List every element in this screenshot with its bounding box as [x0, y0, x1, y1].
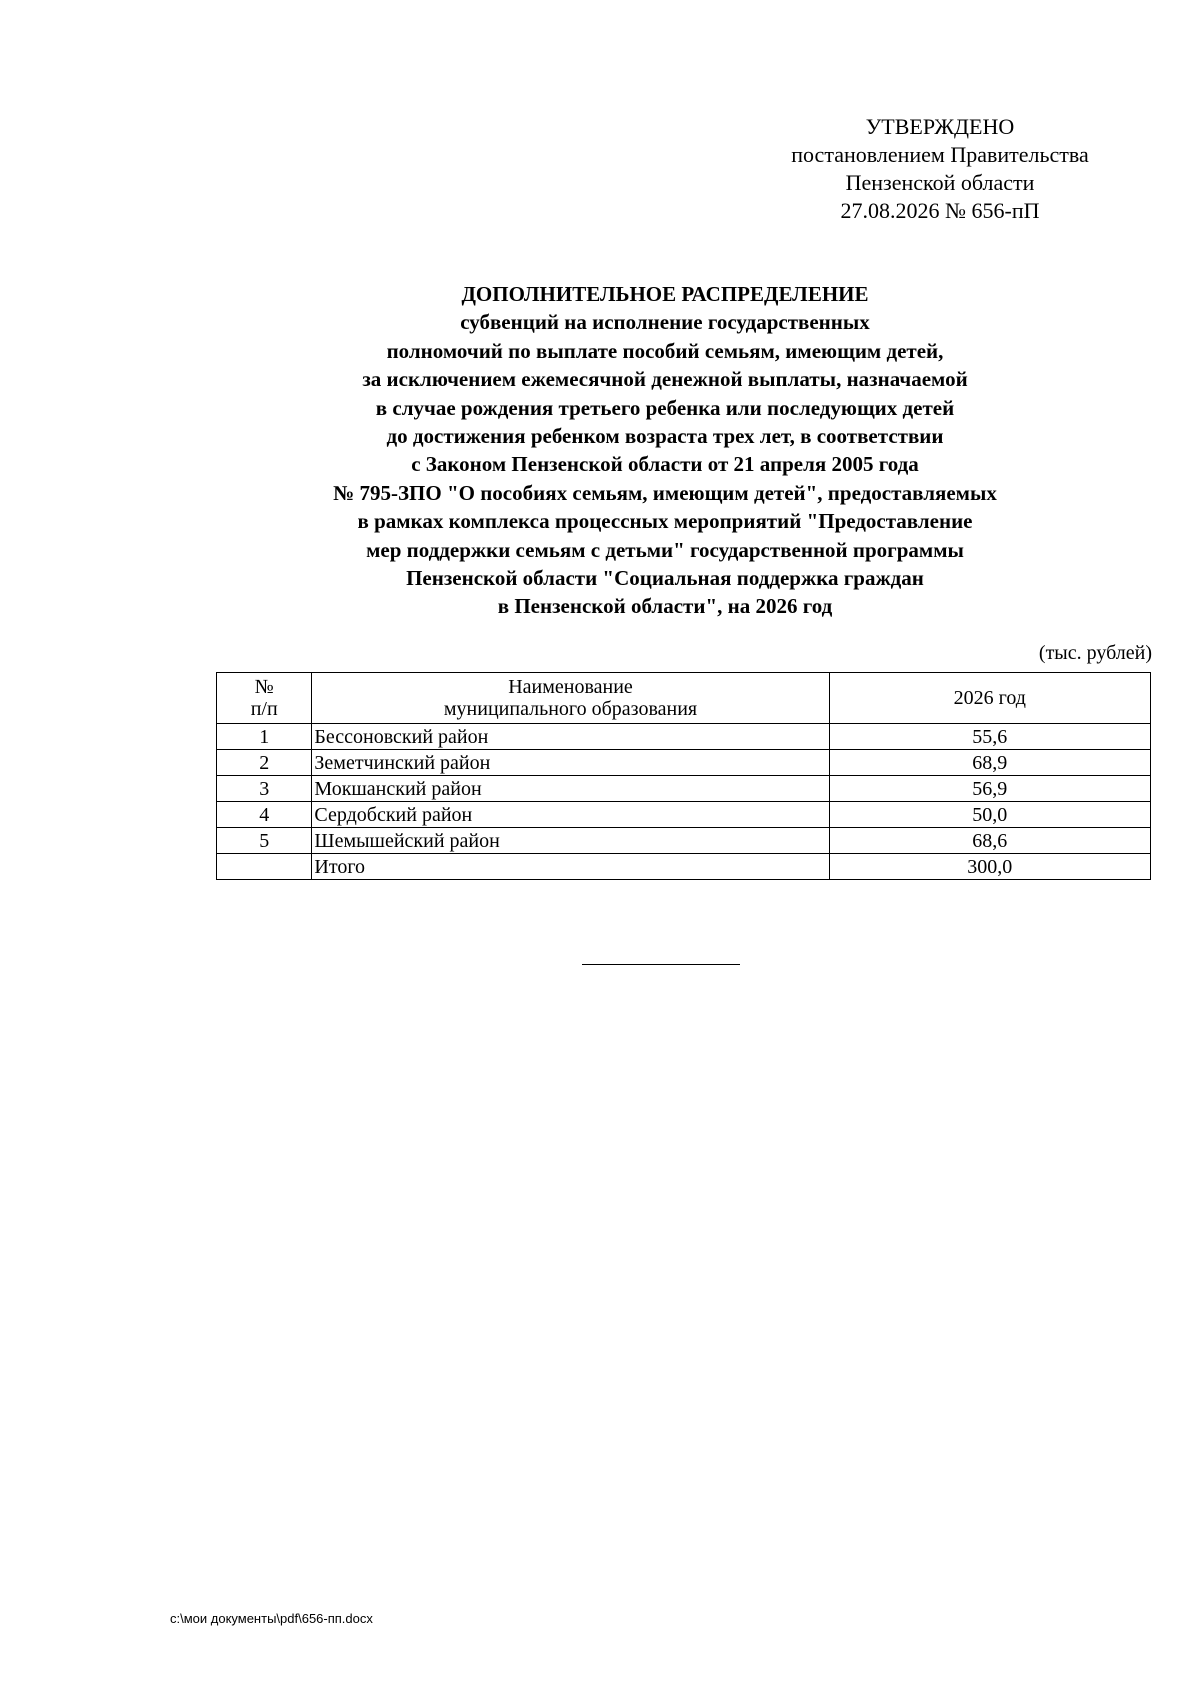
- row-name: Бессоновский район: [312, 724, 829, 750]
- file-path-footer: c:\мои документы\pdf\656-пп.docx: [170, 1611, 373, 1626]
- title-line: в Пензенской области", на 2026 год: [497, 594, 833, 619]
- total-value: 300,0: [829, 854, 1150, 880]
- row-number: 3: [217, 776, 312, 802]
- header-name: Наименование муниципального образования: [312, 673, 829, 724]
- title-line: с Законом Пензенской области от 21 апреля 2005 года: [411, 452, 919, 477]
- row-value: 68,6: [829, 828, 1150, 854]
- title-line: № 795-ЗПО "О пособиях семьям, имеющим детей", предоставляемых: [333, 480, 997, 505]
- approval-line: постановлением Правительства: [791, 142, 1089, 167]
- row-name: Сердобский район: [312, 802, 829, 828]
- row-name: Шемышейский район: [312, 828, 829, 854]
- title-line: полномочий по выплате пособий семьям, имеющим детей,: [386, 338, 944, 363]
- title-line: ДОПОЛНИТЕЛЬНОЕ РАСПРЕДЕЛЕНИЕ: [461, 282, 869, 306]
- row-value: 56,9: [829, 776, 1150, 802]
- approval-stamp: [740, 113, 1140, 225]
- table-total-row: [217, 854, 1151, 880]
- title-line: за исключением ежемесячной денежной выплаты, назначаемой: [362, 367, 968, 392]
- title-line: в рамках комплекса процессных мероприятий "Предоставление: [357, 509, 973, 534]
- row-name: Мокшанский район: [312, 776, 829, 802]
- title-line: субвенций на исполнение государственных: [460, 310, 870, 335]
- distribution-table: [216, 672, 1151, 880]
- table-row: [217, 724, 1151, 750]
- table-row: [217, 776, 1151, 802]
- approval-line: Пензенской области: [845, 170, 1035, 195]
- row-number: 5: [217, 828, 312, 854]
- row-number: 4: [217, 802, 312, 828]
- table-header-row: [217, 673, 1151, 724]
- row-value: 68,9: [829, 750, 1150, 776]
- title-line: мер поддержки семьям с детьми" государственной программы: [366, 537, 964, 562]
- row-number: [217, 854, 312, 880]
- table-row: [217, 750, 1151, 776]
- approval-date-number: 27.08.2026 № 656-пП: [840, 198, 1040, 223]
- header-year: 2026 год: [829, 673, 1150, 724]
- end-separator: [582, 964, 740, 965]
- row-number: 1: [217, 724, 312, 750]
- row-number: 2: [217, 750, 312, 776]
- units-note: (тыс. рублей): [1038, 642, 1152, 664]
- document-title: [215, 280, 1115, 621]
- title-line: до достижения ребенком возраста трех лет, в соответствии: [386, 424, 944, 449]
- title-line: Пензенской области "Социальная поддержка граждан: [406, 566, 924, 591]
- table-row: [217, 802, 1151, 828]
- row-name: Земетчинский район: [312, 750, 829, 776]
- total-label: Итого: [312, 854, 829, 880]
- row-value: 55,6: [829, 724, 1150, 750]
- title-line: в случае рождения третьего ребенка или последующих детей: [375, 395, 955, 420]
- approval-heading: УТВЕРЖДЕНО: [865, 114, 1015, 139]
- table-row: [217, 828, 1151, 854]
- header-number: № п/п: [217, 673, 312, 724]
- row-value: 50,0: [829, 802, 1150, 828]
